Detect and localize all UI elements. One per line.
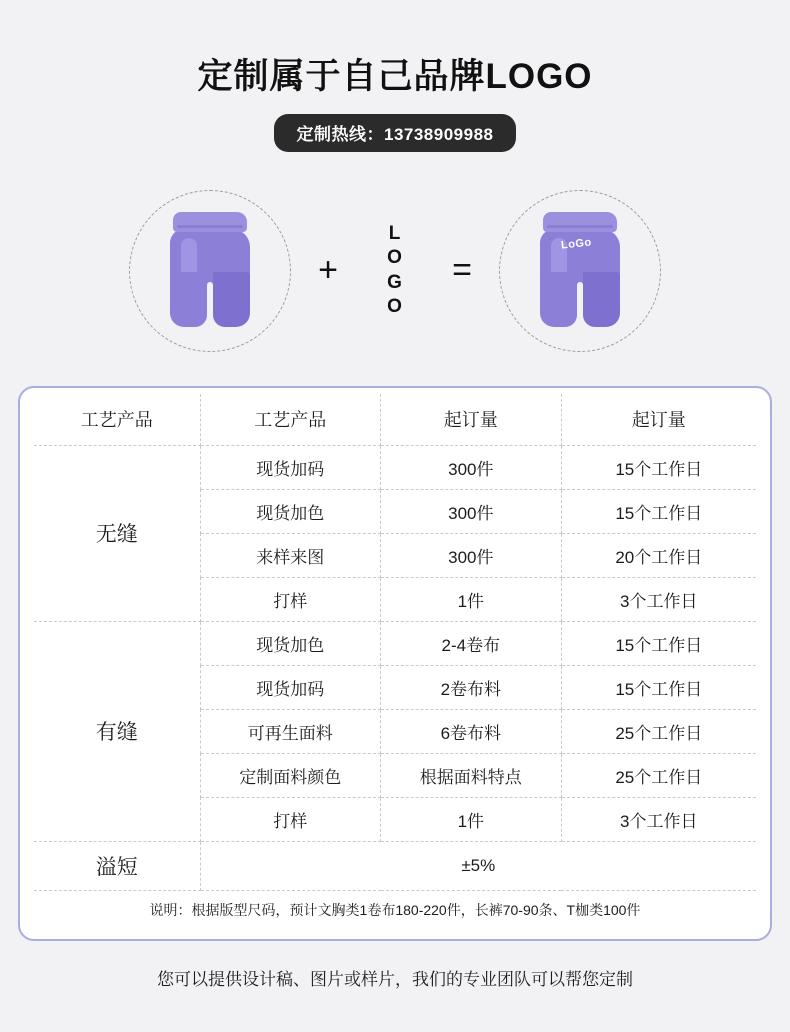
cell-process: 现货加码 xyxy=(200,665,381,709)
cell-leadtime: 15个工作日 xyxy=(561,489,756,533)
group-label-seamed: 有缝 xyxy=(34,621,200,841)
table-header-cell-1: 工艺产品 xyxy=(34,394,200,446)
cell-moq: 2卷布料 xyxy=(381,665,562,709)
hotline-badge: 定制热线：13738909988 xyxy=(274,114,515,152)
spec-table xyxy=(34,394,756,929)
logo-letter-2: O xyxy=(387,247,403,269)
cell-process: 打样 xyxy=(200,797,381,841)
spec-table-card xyxy=(18,386,772,941)
plus-sign: + xyxy=(318,251,338,289)
table-header-row xyxy=(34,394,756,446)
shorts-plain-icon xyxy=(167,212,253,330)
page-title: 定制属于自己品牌LOGO xyxy=(197,57,593,96)
equals-sign: = xyxy=(452,251,472,289)
cell-moq: 1件 xyxy=(381,797,562,841)
table-note: 说明：根据版型尺码，预计文胸类1卷布180-220件，长裤70-90条、T枷类100件 xyxy=(149,901,641,918)
cell-process: 来样来图 xyxy=(200,533,381,577)
table-header-cell-2: 工艺产品 xyxy=(200,394,381,446)
hotline-badge-wrap xyxy=(0,114,790,152)
cell-process: 打样 xyxy=(200,577,381,621)
cell-leadtime: 20个工作日 xyxy=(561,533,756,577)
tolerance-label: 溢短 xyxy=(34,841,200,890)
cell-moq: 300件 xyxy=(381,445,562,489)
table-row-tolerance xyxy=(34,841,756,890)
table-row xyxy=(34,445,756,489)
cell-process: 现货加色 xyxy=(200,621,381,665)
logo-letter-1: L xyxy=(388,222,402,244)
product-circle-right xyxy=(499,190,661,352)
cell-leadtime: 15个工作日 xyxy=(561,621,756,665)
cell-process: 可再生面料 xyxy=(200,709,381,753)
cell-leadtime: 3个工作日 xyxy=(561,797,756,841)
table-header-cell-3: 起订量 xyxy=(381,394,562,446)
cell-moq: 2-4卷布 xyxy=(381,621,562,665)
cell-moq: 300件 xyxy=(381,489,562,533)
cell-process: 现货加色 xyxy=(200,489,381,533)
cell-leadtime: 25个工作日 xyxy=(561,753,756,797)
cell-leadtime: 25个工作日 xyxy=(561,709,756,753)
cell-leadtime: 15个工作日 xyxy=(561,445,756,489)
footer-note: 您可以提供设计稿、图片或样片，我们的专业团队可以帮您定制 xyxy=(157,969,633,989)
shorts-with-logo-icon xyxy=(537,212,623,330)
logo-letter-3: G xyxy=(387,271,403,293)
cell-leadtime: 15个工作日 xyxy=(561,665,756,709)
cell-moq: 300件 xyxy=(381,533,562,577)
product-illustration-row xyxy=(0,190,790,352)
table-row-note xyxy=(34,890,756,929)
cell-moq: 根据面料特点 xyxy=(381,753,562,797)
cell-moq: 6卷布料 xyxy=(381,709,562,753)
cell-process: 定制面料颜色 xyxy=(200,753,381,797)
product-circle-left xyxy=(129,190,291,352)
logo-vertical-text xyxy=(365,222,425,319)
cell-process: 现货加码 xyxy=(200,445,381,489)
shorts-logo-label: LoGo xyxy=(560,235,593,252)
tolerance-value: ±5% xyxy=(200,841,756,890)
cell-moq: 1件 xyxy=(381,577,562,621)
table-header-cell-4: 起订量 xyxy=(561,394,756,446)
cell-leadtime: 3个工作日 xyxy=(561,577,756,621)
group-label-seamless: 无缝 xyxy=(34,445,200,621)
logo-letter-4: O xyxy=(387,295,403,317)
table-row xyxy=(34,621,756,665)
